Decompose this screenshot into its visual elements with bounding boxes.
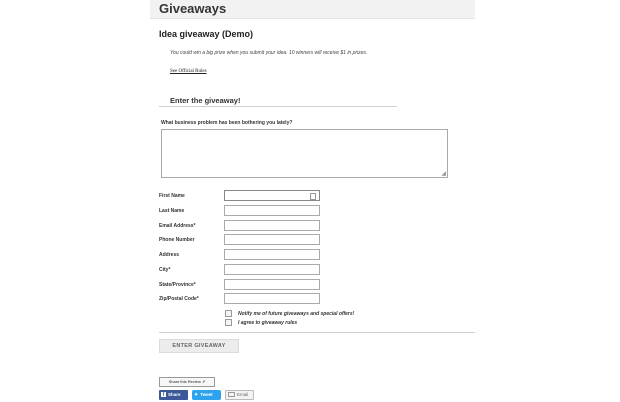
email-share-button[interactable] — [225, 390, 254, 400]
answer-textarea[interactable] — [161, 129, 448, 178]
twitter-bird-icon: ✦ — [194, 392, 199, 398]
zip-label: Zip/Postal Code* — [159, 296, 199, 302]
twitter-tweet-button[interactable] — [192, 390, 221, 400]
notify-checkbox-label: Notify me of future giveaways and special offers! — [238, 310, 355, 317]
official-rules-link[interactable]: See Official Rules — [170, 69, 207, 74]
notify-checkbox[interactable] — [225, 310, 232, 317]
facebook-icon: f — [162, 392, 165, 399]
facebook-share-button[interactable] — [159, 390, 188, 400]
facebook-share-label: Share — [168, 392, 181, 397]
notify-checkbox-row[interactable] — [225, 310, 354, 317]
twitter-tweet-label: Tweet — [200, 392, 213, 397]
last-name-input[interactable] — [224, 205, 320, 216]
email-share-label: Email — [237, 392, 249, 397]
zip-input[interactable] — [224, 293, 320, 304]
giveaway-page — [150, 0, 475, 402]
resize-handle-icon[interactable]: ◢ — [441, 171, 446, 177]
divider — [159, 106, 397, 107]
phone-label: Phone Number — [159, 237, 195, 243]
giveaway-title: Idea giveaway (Demo) — [159, 29, 254, 39]
contact-card-icon[interactable] — [310, 193, 316, 200]
state-label: State/Province* — [159, 282, 196, 288]
agree-checkbox[interactable] — [225, 319, 232, 326]
first-name-input[interactable] — [224, 190, 320, 201]
header-bar — [150, 0, 475, 19]
email-label: Email Address* — [159, 223, 196, 229]
envelope-icon — [228, 392, 235, 397]
city-input[interactable] — [224, 264, 320, 275]
agree-checkbox-label: I agree to giveaway rules — [238, 319, 298, 326]
agree-checkbox-row[interactable] — [225, 319, 297, 326]
first-name-label: First Name — [159, 193, 185, 199]
address-label: Address — [159, 252, 180, 258]
city-label: City* — [159, 267, 171, 273]
page-title: Giveaways — [159, 1, 227, 16]
phone-input[interactable] — [224, 234, 320, 245]
divider — [159, 332, 475, 333]
enter-giveaway-button[interactable]: ENTER GIVEAWAY — [159, 339, 239, 353]
enter-giveaway-heading: Enter the giveaway! — [170, 96, 241, 105]
question-label: What business problem has been bothering you lately? — [161, 120, 293, 126]
giveaway-description: You could win a big prize when you submit your idea. 10 winners will receive $1 in prizes. — [170, 50, 368, 56]
email-input[interactable] — [224, 220, 320, 231]
state-input[interactable] — [224, 279, 320, 290]
address-input[interactable] — [224, 249, 320, 260]
last-name-label: Last Name — [159, 208, 185, 214]
share-review-button[interactable]: Share this Review ⇗ — [159, 377, 215, 387]
